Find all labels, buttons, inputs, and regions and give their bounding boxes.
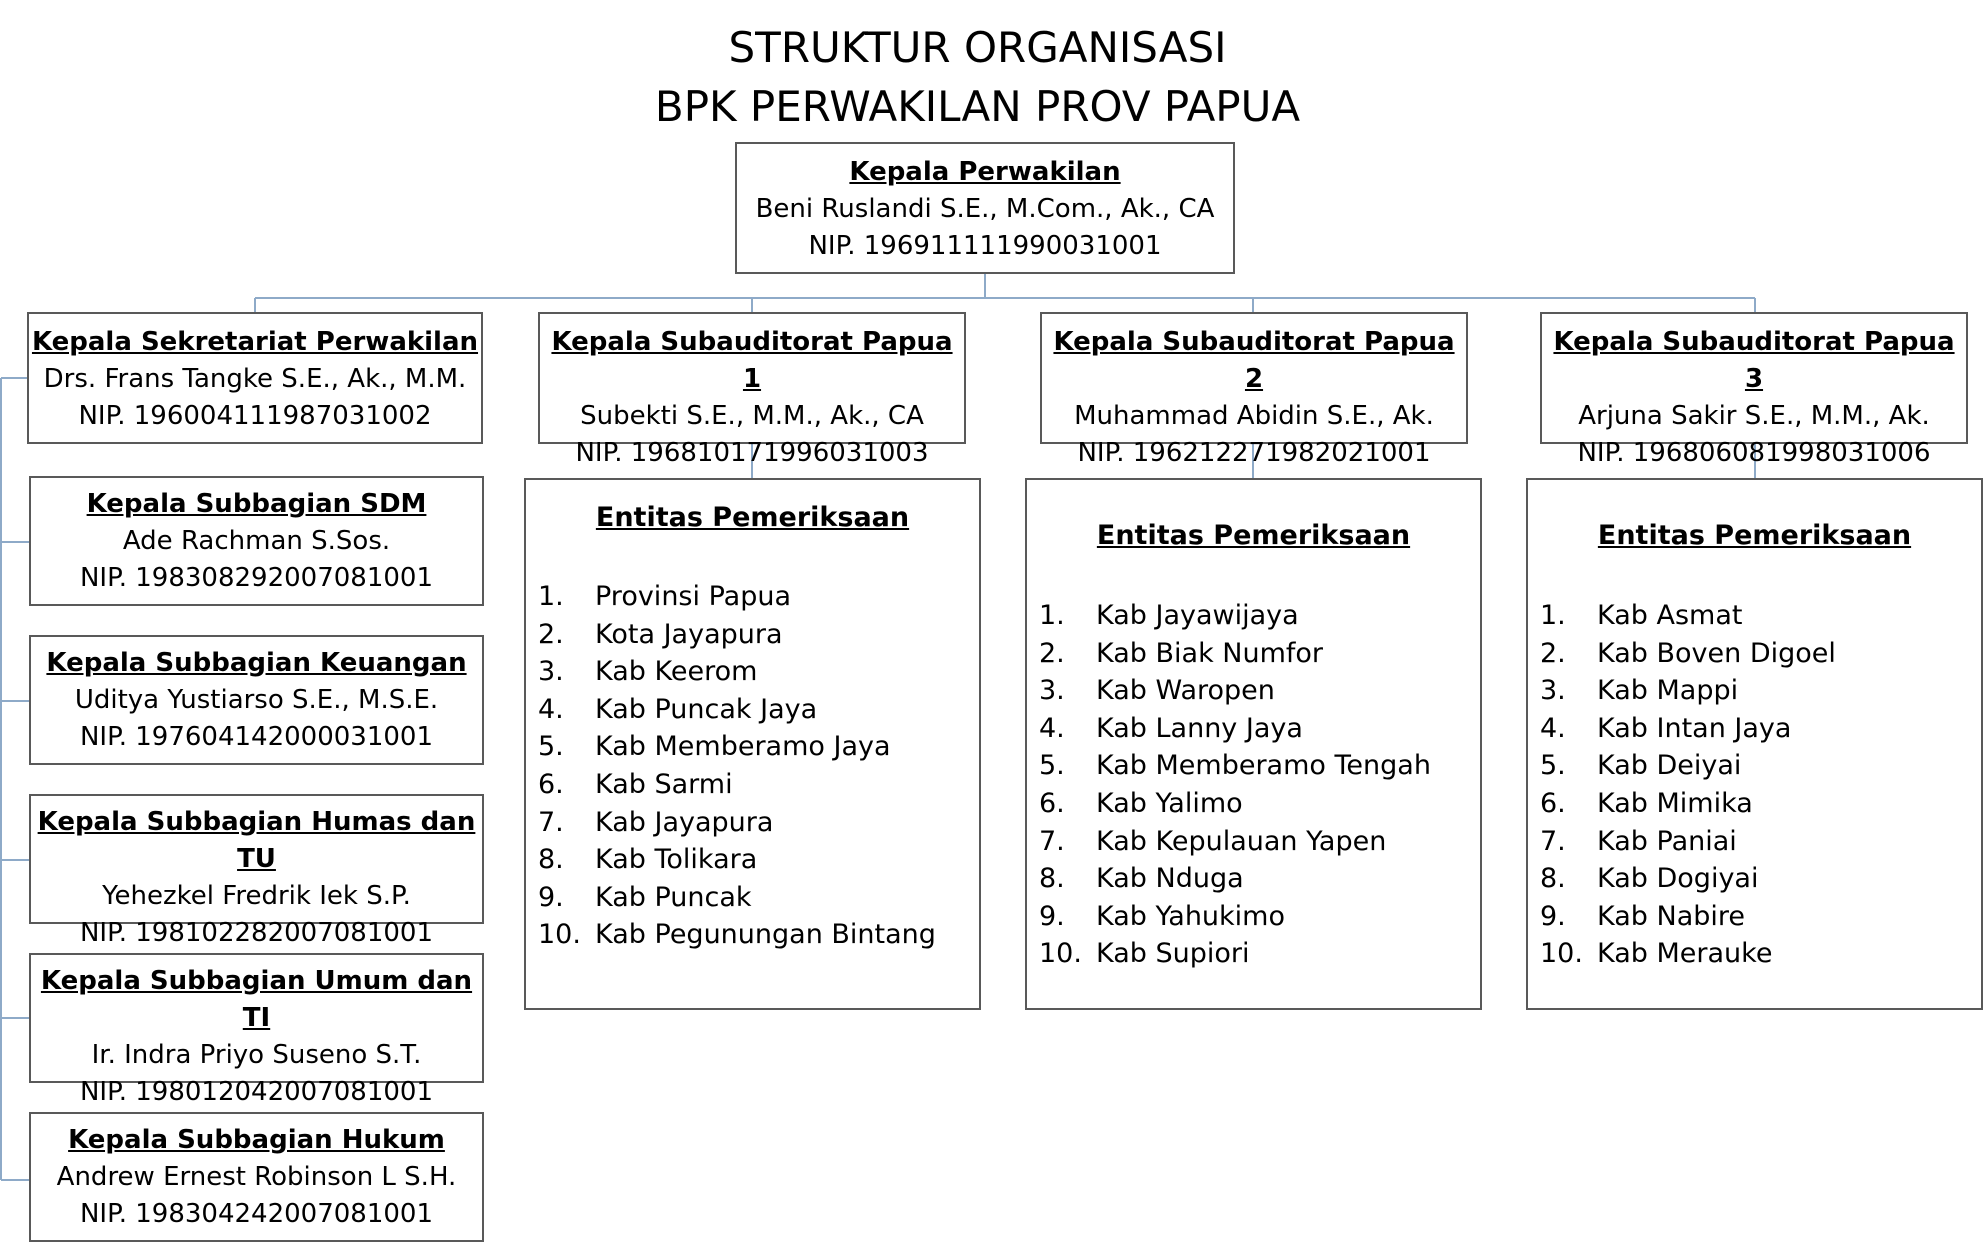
- entity-item: [538, 653, 936, 691]
- subdivision-nip: NIP. 198012042007081001: [79, 1077, 434, 1107]
- entities-box: [524, 478, 981, 1010]
- entity-name: Kab Keerom: [595, 656, 758, 688]
- entities-list: [1039, 597, 1431, 973]
- subauditorat-name: Subekti S.E., M.M., Ak., CA: [580, 401, 924, 431]
- entity-number: 10.: [1540, 938, 1583, 970]
- chart-title-line-1: STRUKTUR ORGANISASI: [728, 23, 1227, 72]
- entity-item: [538, 879, 936, 917]
- subdivision-name: Andrew Ernest Robinson L S.H.: [56, 1162, 457, 1192]
- subdivision-box: [29, 1112, 484, 1242]
- entity-name: Kab Lanny Jaya: [1096, 712, 1303, 744]
- entity-number: 9.: [1540, 900, 1566, 932]
- entity-item: [538, 728, 936, 766]
- entity-number: 10.: [538, 919, 581, 951]
- entity-item: [538, 916, 936, 954]
- entity-item: [538, 766, 936, 804]
- entity-item: [1039, 672, 1431, 710]
- entity-number: 5.: [538, 731, 564, 763]
- entity-item: [1039, 635, 1431, 673]
- entity-name: Kab Sarmi: [595, 768, 733, 800]
- entity-name: Kab Nabire: [1597, 900, 1745, 932]
- entity-number: 8.: [538, 844, 564, 876]
- entity-item: [1540, 747, 1836, 785]
- entity-number: 7.: [538, 806, 564, 838]
- entity-number: 7.: [1039, 825, 1065, 857]
- secretariat-box: [27, 312, 483, 444]
- entity-item: [1039, 935, 1431, 973]
- head-name: Beni Ruslandi S.E., M.Com., Ak., CA: [755, 194, 1215, 224]
- entity-number: 1.: [1540, 600, 1566, 631]
- entity-number: 6.: [538, 768, 564, 800]
- subauditorat-name: Muhammad Abidin S.E., Ak.: [1074, 401, 1434, 431]
- entity-name: Kota Jayapura: [595, 618, 783, 650]
- entity-number: 10.: [1039, 938, 1082, 970]
- entity-number: 3.: [1540, 675, 1566, 707]
- entity-name: Kab Kepulauan Yapen: [1096, 825, 1387, 857]
- subauditorat-role: Kepala Subauditorat Papua 2: [1053, 327, 1455, 394]
- entity-item: [538, 691, 936, 729]
- entity-name: Kab Paniai: [1597, 825, 1737, 857]
- head-nip: NIP. 196911111990031001: [808, 231, 1162, 261]
- subdivision-role: Kepala Subbagian Hukum: [68, 1125, 445, 1155]
- entities-list: [538, 578, 936, 954]
- entity-item: [1540, 823, 1836, 861]
- head-role: Kepala Perwakilan: [849, 157, 1121, 187]
- entity-number: 8.: [1540, 863, 1566, 895]
- subdivision-nip: NIP. 198308292007081001: [79, 563, 434, 593]
- entity-item: [1039, 785, 1431, 823]
- entity-name: Kab Merauke: [1597, 938, 1773, 970]
- subdivision-box: [29, 476, 484, 606]
- entity-item: [538, 804, 936, 842]
- subauditorat-nip: NIP. 196806081998031006: [1577, 438, 1931, 468]
- entity-name: Kab Dogiyai: [1597, 863, 1759, 895]
- entity-name: Kab Jayapura: [595, 806, 774, 838]
- entity-number: 2.: [1540, 637, 1566, 669]
- entity-item: [1540, 898, 1836, 936]
- entity-number: 2.: [538, 618, 564, 650]
- head-box: [735, 142, 1235, 274]
- subdivision-nip: NIP. 197604142000031001: [79, 722, 434, 752]
- entity-item: [1039, 597, 1431, 635]
- entity-number: 7.: [1540, 825, 1566, 857]
- subdivision-nip: NIP. 198304242007081001: [79, 1199, 434, 1229]
- entity-name: Provinsi Papua: [595, 581, 791, 612]
- entity-item: [538, 616, 936, 654]
- subauditorat-role: Kepala Subauditorat Papua 1: [551, 327, 953, 394]
- entity-item: [1540, 935, 1836, 973]
- entity-item: [1540, 635, 1836, 673]
- subdivision-name: Ade Rachman S.Sos.: [122, 526, 391, 556]
- entity-item: [538, 578, 936, 616]
- entity-item: [1039, 710, 1431, 748]
- secretariat-role: Kepala Sekretariat Perwakilan: [31, 327, 479, 357]
- subauditorat-nip: NIP. 196810171996031003: [575, 438, 929, 468]
- entity-number: 3.: [538, 656, 564, 688]
- subdivision-name: Yehezkel Fredrik Iek S.P.: [102, 881, 411, 911]
- entity-number: 5.: [1039, 750, 1065, 782]
- entity-item: [1039, 860, 1431, 898]
- secretariat-nip: NIP. 196004111987031002: [78, 401, 432, 431]
- subauditorat-box: [1540, 312, 1968, 468]
- entity-number: 6.: [1540, 787, 1566, 819]
- entity-name: Kab Puncak Jaya: [595, 693, 818, 725]
- entity-name: Kab Nduga: [1096, 863, 1244, 895]
- subdivision-box: [29, 953, 484, 1107]
- entity-number: 4.: [1039, 712, 1065, 744]
- entity-name: Kab Mappi: [1597, 675, 1739, 707]
- subdivision-box: [29, 794, 484, 948]
- entity-name: Kab Mimika: [1597, 787, 1753, 819]
- entity-item: [1540, 597, 1836, 635]
- entity-number: 9.: [538, 881, 564, 913]
- chart-title-line-2: BPK PERWAKILAN PROV PAPUA: [654, 82, 1301, 131]
- subdivision-nip: NIP. 198102282007081001: [79, 918, 434, 948]
- subdivision-name: Ir. Indra Priyo Suseno S.T.: [91, 1040, 422, 1070]
- subdivision-role: Kepala Subbagian SDM: [86, 489, 427, 519]
- entity-name: Kab Puncak: [595, 881, 752, 913]
- subauditorat-box: [538, 312, 966, 468]
- entity-name: Kab Boven Digoel: [1597, 637, 1836, 669]
- entity-number: 5.: [1540, 750, 1566, 782]
- subdivision-role: Kepala Subbagian Umum dan TI: [40, 966, 473, 1033]
- entity-item: [1540, 785, 1836, 823]
- entity-name: Kab Deiyai: [1597, 750, 1742, 782]
- entity-name: Kab Memberamo Jaya: [595, 731, 891, 763]
- entity-number: 6.: [1039, 787, 1065, 819]
- entity-name: Kab Pegunungan Bintang: [595, 919, 936, 951]
- subauditorat-role: Kepala Subauditorat Papua 3: [1553, 327, 1955, 394]
- entities-title: Entitas Pemeriksaan: [1597, 520, 1912, 551]
- subdivision-role: Kepala Subbagian Humas dan TU: [37, 807, 476, 874]
- entity-number: 2.: [1039, 637, 1065, 669]
- subdivision-box: [29, 635, 484, 765]
- subauditorat-box: [1040, 312, 1468, 468]
- entity-name: Kab Supiori: [1096, 938, 1250, 970]
- entity-name: Kab Biak Numfor: [1096, 637, 1324, 669]
- entity-number: 1.: [538, 581, 564, 612]
- subdivision-role: Kepala Subbagian Keuangan: [46, 648, 467, 678]
- entity-number: 4.: [538, 693, 564, 725]
- entity-item: [538, 841, 936, 879]
- entity-name: Kab Yalimo: [1096, 787, 1243, 819]
- entity-name: Kab Memberamo Tengah: [1096, 750, 1431, 782]
- entity-item: [1039, 898, 1431, 936]
- entity-name: Kab Intan Jaya: [1597, 712, 1792, 744]
- entity-number: 3.: [1039, 675, 1065, 707]
- entity-item: [1039, 823, 1431, 861]
- subdivision-name: Uditya Yustiarso S.E., M.S.E.: [74, 685, 439, 715]
- entity-number: 8.: [1039, 863, 1065, 895]
- entity-name: Kab Waropen: [1096, 675, 1275, 707]
- entity-item: [1039, 747, 1431, 785]
- entity-item: [1540, 672, 1836, 710]
- entities-title: Entitas Pemeriksaan: [1096, 520, 1411, 551]
- entity-item: [1540, 860, 1836, 898]
- entity-name: Kab Yahukimo: [1096, 900, 1285, 932]
- entity-name: Kab Tolikara: [595, 844, 758, 876]
- entities-box: [1526, 478, 1983, 1010]
- entity-number: 9.: [1039, 900, 1065, 932]
- secretariat-name: Drs. Frans Tangke S.E., Ak., M.M.: [43, 364, 467, 394]
- subauditorat-nip: NIP. 196212271982021001: [1077, 438, 1431, 468]
- entity-name: Kab Jayawijaya: [1096, 600, 1299, 631]
- entity-item: [1540, 710, 1836, 748]
- entities-box: [1025, 478, 1482, 1010]
- subauditorat-name: Arjuna Sakir S.E., M.M., Ak.: [1578, 401, 1930, 431]
- entity-number: 1.: [1039, 600, 1065, 631]
- entities-title: Entitas Pemeriksaan: [595, 502, 910, 533]
- entity-number: 4.: [1540, 712, 1566, 744]
- entity-name: Kab Asmat: [1597, 600, 1743, 631]
- entities-list: [1540, 597, 1836, 973]
